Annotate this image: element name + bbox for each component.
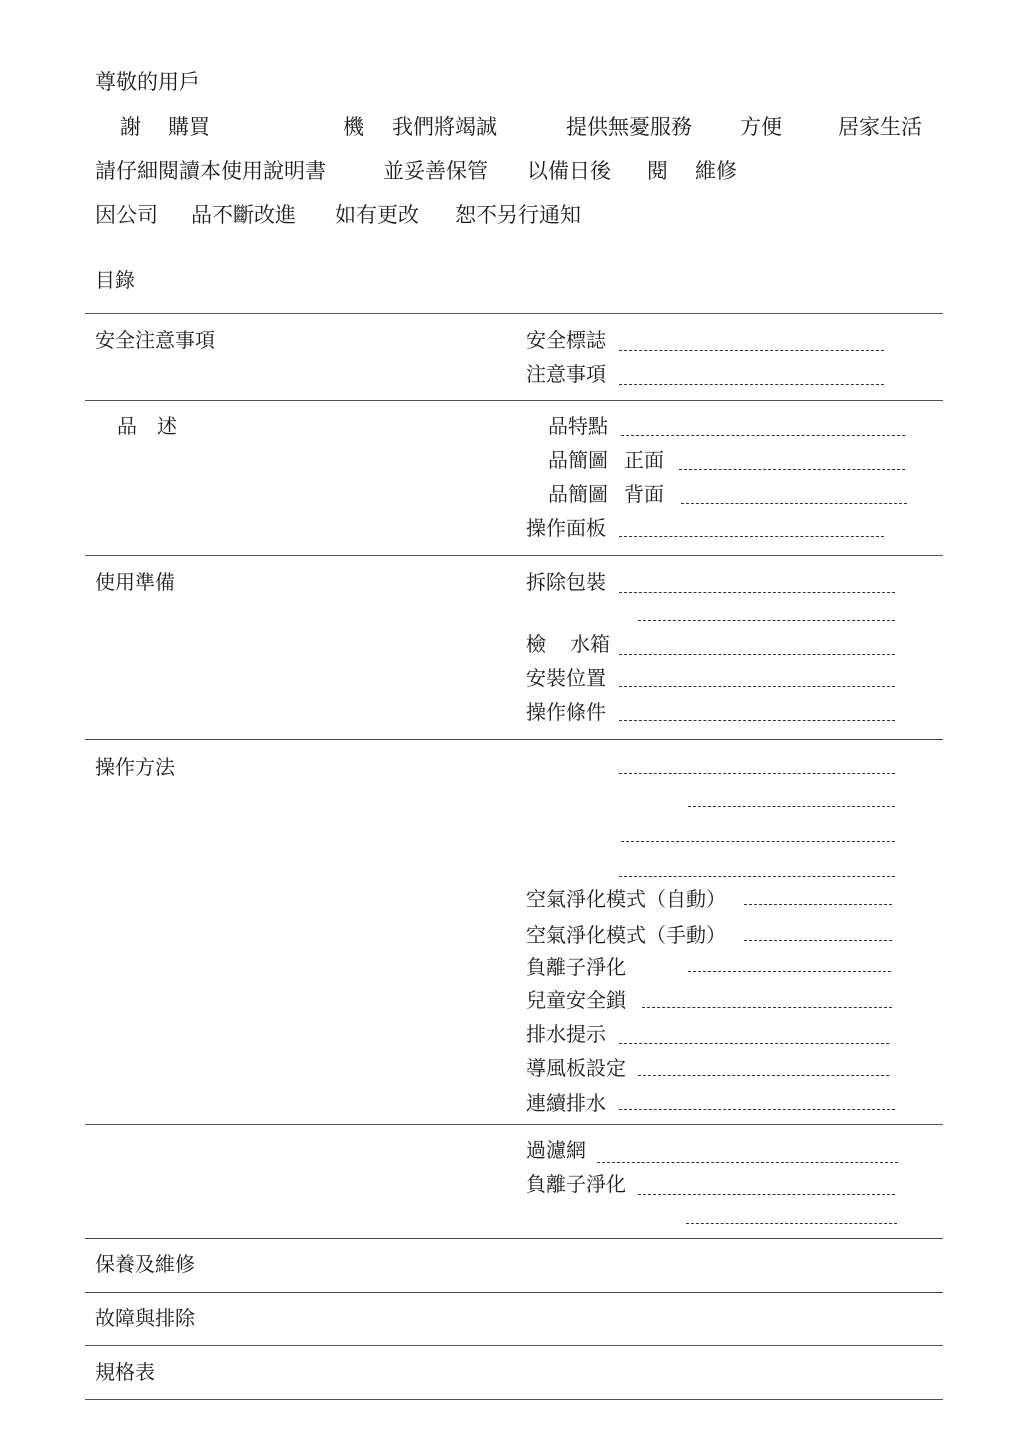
section-divider [85, 1124, 943, 1125]
toc-item: 水箱 [570, 632, 610, 656]
section-divider [85, 313, 943, 314]
toc-item: 品簡圖 [548, 482, 608, 506]
toc-item: 過濾網 [526, 1138, 586, 1162]
toc-section-label: 安全注意事項 [95, 328, 215, 352]
intro-line1-part: 機 [343, 115, 364, 139]
toc-item: 注意事項 [526, 362, 606, 386]
toc-item: 導風板設定 [526, 1056, 626, 1080]
toc-item: 空氣淨化模式（自動） [526, 887, 726, 911]
toc-item: 操作面板 [526, 516, 606, 540]
toc-item: 安裝位置 [526, 666, 606, 690]
toc-leader [688, 971, 891, 972]
toc-leader [744, 940, 892, 941]
toc-leader [619, 773, 895, 774]
toc-item: 負離子淨化 [526, 955, 626, 979]
toc-leader [638, 1194, 895, 1195]
toc-item: 正面 [624, 448, 664, 472]
toc-leader [619, 1109, 895, 1110]
section-divider [85, 555, 943, 556]
intro-line3-part: 因公司 [95, 203, 158, 227]
toc-section-label: 規格表 [95, 1360, 155, 1384]
intro-line2-part: 請仔細閱讀本使用說明書 [95, 159, 326, 183]
toc-leader [688, 806, 895, 807]
toc-item: 兒童安全鎖 [526, 988, 626, 1012]
toc-leader [681, 503, 907, 504]
intro-line2-part: 以備日後 [527, 159, 611, 183]
intro-line1-part: 提供無憂服務 [566, 115, 692, 139]
section-divider [85, 400, 943, 401]
section-divider [85, 1238, 943, 1239]
intro-line3-part: 恕不另行通知 [455, 203, 581, 227]
toc-item: 操作條件 [526, 700, 606, 724]
toc-title: 目錄 [95, 268, 135, 292]
section-divider [85, 1345, 943, 1346]
toc-leader [619, 536, 884, 537]
intro-line2-part: 維修 [695, 159, 737, 183]
toc-leader [642, 1007, 892, 1008]
intro-line1-part: 方便 [740, 115, 782, 139]
intro-line1-part: 我們將竭誠 [392, 115, 497, 139]
toc-section-label: 使用準備 [95, 570, 175, 594]
toc-leader [679, 469, 905, 470]
toc-item: 連續排水 [526, 1091, 606, 1115]
intro-line2-part: 閱 [647, 159, 668, 183]
intro-line1-part: 居家生活 [838, 115, 922, 139]
greeting: 尊敬的用戶 [95, 70, 200, 94]
toc-leader [621, 841, 895, 842]
toc-section-label: 品 述 [117, 414, 177, 438]
intro-line3-part: 品不斷改進 [191, 203, 296, 227]
toc-leader [638, 1075, 889, 1076]
toc-leader [621, 435, 905, 436]
toc-item: 品簡圖 [548, 448, 608, 472]
toc-item: 空氣淨化模式（手動） [526, 923, 726, 947]
toc-leader [619, 350, 884, 351]
toc-item: 拆除包裝 [526, 570, 606, 594]
intro-line3-part: 如有更改 [335, 203, 419, 227]
section-divider [85, 1399, 943, 1400]
toc-section-label: 操作方法 [95, 755, 175, 779]
toc-item: 檢 [526, 632, 546, 656]
toc-leader [597, 1162, 898, 1163]
toc-item: 背面 [624, 482, 664, 506]
toc-leader [619, 1043, 889, 1044]
toc-leader [619, 592, 895, 593]
section-divider [85, 739, 943, 740]
toc-leader [638, 620, 895, 621]
intro-line1-part: 謝 [120, 115, 141, 139]
intro-line2-part: 並妥善保管 [383, 159, 488, 183]
toc-item: 負離子淨化 [526, 1172, 626, 1196]
toc-section-label: 故障與排除 [95, 1306, 195, 1330]
toc-leader [619, 654, 895, 655]
intro-line1-part: 購買 [168, 115, 210, 139]
section-divider [85, 1292, 943, 1293]
toc-leader [619, 686, 895, 687]
toc-item: 安全標誌 [526, 328, 606, 352]
toc-leader [619, 876, 895, 877]
toc-section-label: 保養及維修 [95, 1252, 195, 1276]
toc-leader [619, 384, 884, 385]
toc-leader [686, 1223, 897, 1224]
toc-leader [744, 904, 892, 905]
toc-item: 排水提示 [526, 1022, 606, 1046]
toc-leader [619, 720, 895, 721]
toc-item: 品特點 [548, 414, 608, 438]
